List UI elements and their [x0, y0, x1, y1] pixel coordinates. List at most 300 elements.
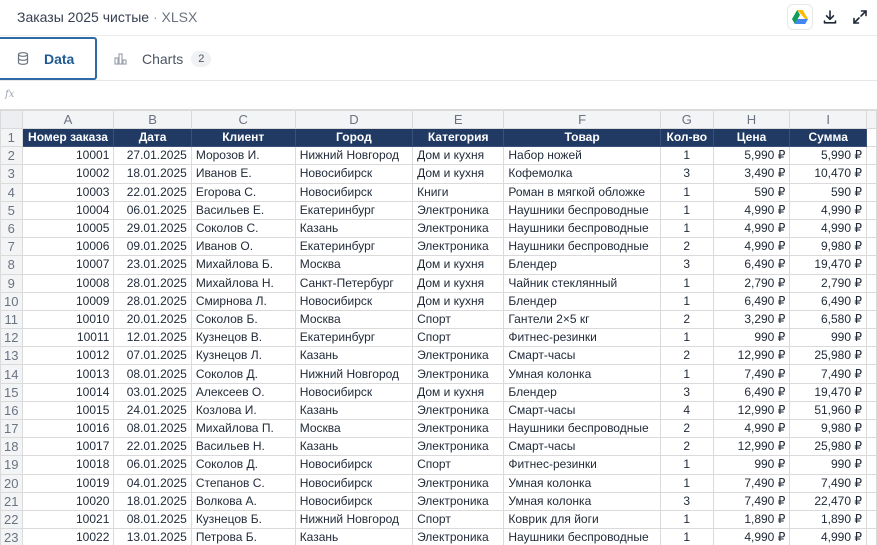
- cell[interactable]: [867, 201, 877, 219]
- row-number[interactable]: 19: [1, 456, 23, 474]
- cell[interactable]: 10006: [22, 238, 114, 256]
- cell[interactable]: Новосибирск: [295, 183, 412, 201]
- column-header[interactable]: E: [413, 111, 504, 129]
- cell[interactable]: Казань: [295, 347, 412, 365]
- cell[interactable]: 25,980 ₽: [790, 347, 867, 365]
- header-cell[interactable]: Товар: [504, 129, 661, 147]
- cell[interactable]: Екатеринбург: [295, 238, 412, 256]
- cell[interactable]: [867, 474, 877, 492]
- cell[interactable]: 09.01.2025: [114, 238, 191, 256]
- cell[interactable]: 22.01.2025: [114, 438, 191, 456]
- table-row: [1, 219, 877, 237]
- cell[interactable]: 13.01.2025: [114, 529, 191, 545]
- cell[interactable]: Соколов Б.: [191, 310, 295, 328]
- cell[interactable]: [867, 219, 877, 237]
- cell[interactable]: Умная колонка: [504, 474, 661, 492]
- cell[interactable]: 1: [660, 456, 713, 474]
- cell[interactable]: 10011: [22, 329, 114, 347]
- cell[interactable]: 7,490 ₽: [790, 365, 867, 383]
- cell[interactable]: 2: [660, 238, 713, 256]
- cell[interactable]: 10020: [22, 492, 114, 510]
- charts-count-badge: 2: [191, 51, 211, 67]
- cell[interactable]: Блендер: [504, 383, 661, 401]
- cell[interactable]: 20.01.2025: [114, 310, 191, 328]
- cell[interactable]: Фитнес-резинки: [504, 329, 661, 347]
- cell[interactable]: Спорт: [413, 510, 504, 528]
- cell[interactable]: [867, 256, 877, 274]
- google-drive-icon[interactable]: [787, 4, 813, 30]
- cell[interactable]: Роман в мягкой обложке: [504, 183, 661, 201]
- cell[interactable]: 10002: [22, 165, 114, 183]
- cell[interactable]: Умная колонка: [504, 492, 661, 510]
- cell[interactable]: 10018: [22, 456, 114, 474]
- cell[interactable]: 10021: [22, 510, 114, 528]
- cell[interactable]: 1: [660, 274, 713, 292]
- row-number[interactable]: 13: [1, 347, 23, 365]
- cell[interactable]: 12,990 ₽: [713, 347, 790, 365]
- cell[interactable]: Дом и кухня: [413, 147, 504, 165]
- cell[interactable]: Москва: [295, 310, 412, 328]
- fx-label: fx: [5, 89, 15, 100]
- table-row: [1, 401, 877, 419]
- file-extension: XLSX: [161, 9, 198, 25]
- cell[interactable]: Электроника: [413, 347, 504, 365]
- cell[interactable]: 1: [660, 365, 713, 383]
- cell[interactable]: Спорт: [413, 329, 504, 347]
- cell[interactable]: 10022: [22, 529, 114, 545]
- cell[interactable]: 07.01.2025: [114, 347, 191, 365]
- cell[interactable]: 10004: [22, 201, 114, 219]
- cell[interactable]: Козлова И.: [191, 401, 295, 419]
- cell[interactable]: Коврик для йоги: [504, 510, 661, 528]
- cell[interactable]: Петрова Б.: [191, 529, 295, 545]
- row-number[interactable]: 21: [1, 492, 23, 510]
- cell[interactable]: 04.01.2025: [114, 474, 191, 492]
- cell[interactable]: Соколов Д.: [191, 365, 295, 383]
- title-separator: ·: [152, 9, 158, 25]
- cell[interactable]: Москва: [295, 420, 412, 438]
- download-icon[interactable]: [817, 4, 843, 30]
- column-header[interactable]: A: [22, 111, 114, 129]
- row-number[interactable]: 23: [1, 529, 23, 545]
- header-cell[interactable]: Категория: [413, 129, 504, 147]
- cell[interactable]: 3,490 ₽: [713, 165, 790, 183]
- cell[interactable]: 990 ₽: [713, 456, 790, 474]
- cell[interactable]: 5,990 ₽: [790, 147, 867, 165]
- cell[interactable]: 28.01.2025: [114, 292, 191, 310]
- cell[interactable]: 3,290 ₽: [713, 310, 790, 328]
- cell[interactable]: 10014: [22, 383, 114, 401]
- cell[interactable]: Дом и кухня: [413, 274, 504, 292]
- cell[interactable]: 22,470 ₽: [790, 492, 867, 510]
- cell[interactable]: Соколов С.: [191, 219, 295, 237]
- header-cell[interactable]: Сумма: [790, 129, 867, 147]
- cell[interactable]: Новосибирск: [295, 492, 412, 510]
- cell[interactable]: Электроника: [413, 474, 504, 492]
- cell[interactable]: Васильев Н.: [191, 438, 295, 456]
- cell[interactable]: 990 ₽: [790, 456, 867, 474]
- cell[interactable]: [867, 383, 877, 401]
- cell[interactable]: 10013: [22, 365, 114, 383]
- row-number[interactable]: 20: [1, 474, 23, 492]
- cell[interactable]: 12,990 ₽: [713, 438, 790, 456]
- cell[interactable]: 06.01.2025: [114, 201, 191, 219]
- cell[interactable]: 1: [660, 474, 713, 492]
- cell[interactable]: Умная колонка: [504, 365, 661, 383]
- cell[interactable]: 990 ₽: [713, 329, 790, 347]
- table-row: [1, 292, 877, 310]
- row-number[interactable]: 2: [1, 147, 23, 165]
- cell[interactable]: Степанов С.: [191, 474, 295, 492]
- cell[interactable]: [867, 329, 877, 347]
- row-number[interactable]: 10: [1, 292, 23, 310]
- cell[interactable]: 22.01.2025: [114, 183, 191, 201]
- view-tabs: [0, 37, 877, 81]
- cell[interactable]: Иванов Е.: [191, 165, 295, 183]
- cell[interactable]: Алексеев О.: [191, 383, 295, 401]
- cell[interactable]: Книги: [413, 183, 504, 201]
- row-number[interactable]: 4: [1, 183, 23, 201]
- row-number[interactable]: 11: [1, 310, 23, 328]
- column-header[interactable]: G: [660, 111, 713, 129]
- row-number[interactable]: 18: [1, 438, 23, 456]
- cell[interactable]: 18.01.2025: [114, 492, 191, 510]
- table-row: [1, 347, 877, 365]
- cell[interactable]: Дом и кухня: [413, 383, 504, 401]
- cell[interactable]: 9,980 ₽: [790, 420, 867, 438]
- column-header[interactable]: B: [114, 111, 191, 129]
- tab-data-label: Data: [44, 50, 75, 67]
- cell[interactable]: 10019: [22, 474, 114, 492]
- table-row: [1, 329, 877, 347]
- row-number[interactable]: 12: [1, 329, 23, 347]
- cell[interactable]: Электроника: [413, 492, 504, 510]
- cell[interactable]: Новосибирск: [295, 456, 412, 474]
- cell[interactable]: Электроника: [413, 201, 504, 219]
- cell[interactable]: Электроника: [413, 438, 504, 456]
- cell[interactable]: Соколов Д.: [191, 456, 295, 474]
- table-row: [1, 383, 877, 401]
- cell[interactable]: 1: [660, 329, 713, 347]
- header-cell[interactable]: Номер заказа: [22, 129, 114, 147]
- cell[interactable]: Михайлова Б.: [191, 256, 295, 274]
- cell[interactable]: 18.01.2025: [114, 165, 191, 183]
- cell[interactable]: 03.01.2025: [114, 383, 191, 401]
- row-number[interactable]: 1: [1, 129, 23, 147]
- cell[interactable]: Наушники беспроводные: [504, 238, 661, 256]
- database-icon: [17, 52, 29, 65]
- cell[interactable]: Морозов И.: [191, 147, 295, 165]
- cell[interactable]: 1: [660, 529, 713, 545]
- cell[interactable]: Электроника: [413, 420, 504, 438]
- column-header[interactable]: H: [713, 111, 790, 129]
- cell[interactable]: 10012: [22, 347, 114, 365]
- cell[interactable]: Кузнецов Л.: [191, 347, 295, 365]
- cell[interactable]: Блендер: [504, 292, 661, 310]
- cell[interactable]: [867, 456, 877, 474]
- table-row: [1, 492, 877, 510]
- cell[interactable]: Электроника: [413, 238, 504, 256]
- cell[interactable]: 990 ₽: [790, 329, 867, 347]
- table-row: [1, 201, 877, 219]
- column-header[interactable]: [867, 111, 877, 129]
- tab-data[interactable]: [0, 37, 97, 80]
- cell[interactable]: [867, 310, 877, 328]
- cell[interactable]: 5,990 ₽: [713, 147, 790, 165]
- row-number[interactable]: 14: [1, 365, 23, 383]
- cell[interactable]: Дом и кухня: [413, 165, 504, 183]
- cell[interactable]: Казань: [295, 401, 412, 419]
- cell[interactable]: 3: [660, 165, 713, 183]
- header-cell[interactable]: Клиент: [191, 129, 295, 147]
- table-row: [1, 420, 877, 438]
- cell[interactable]: 29.01.2025: [114, 219, 191, 237]
- cell[interactable]: 25,980 ₽: [790, 438, 867, 456]
- row-number[interactable]: 8: [1, 256, 23, 274]
- cell[interactable]: Екатеринбург: [295, 329, 412, 347]
- cell[interactable]: 1,890 ₽: [790, 510, 867, 528]
- cell[interactable]: Наушники беспроводные: [504, 529, 661, 545]
- cell[interactable]: [867, 147, 877, 165]
- cell[interactable]: 3: [660, 492, 713, 510]
- cell[interactable]: Смарт-часы: [504, 347, 661, 365]
- row-number[interactable]: 7: [1, 238, 23, 256]
- file-title: [17, 9, 197, 25]
- cell[interactable]: [867, 274, 877, 292]
- grid-corner[interactable]: [1, 111, 23, 129]
- cell[interactable]: Смарт-часы: [504, 438, 661, 456]
- cell[interactable]: Новосибирск: [295, 474, 412, 492]
- cell[interactable]: Москва: [295, 256, 412, 274]
- cell[interactable]: Егорова С.: [191, 183, 295, 201]
- cell[interactable]: 4,990 ₽: [713, 219, 790, 237]
- cell[interactable]: [867, 492, 877, 510]
- cell[interactable]: 2: [660, 438, 713, 456]
- cell[interactable]: Кузнецов Б.: [191, 510, 295, 528]
- cell[interactable]: 590 ₽: [790, 183, 867, 201]
- cell[interactable]: 1: [660, 147, 713, 165]
- cell[interactable]: Дом и кухня: [413, 292, 504, 310]
- cell[interactable]: Иванов О.: [191, 238, 295, 256]
- table-row: [1, 274, 877, 292]
- cell[interactable]: 1,890 ₽: [713, 510, 790, 528]
- cell[interactable]: 3: [660, 256, 713, 274]
- cell[interactable]: 7,490 ₽: [713, 474, 790, 492]
- cell[interactable]: 6,490 ₽: [713, 292, 790, 310]
- cell[interactable]: 10008: [22, 274, 114, 292]
- header-cell[interactable]: Кол-во: [660, 129, 713, 147]
- cell[interactable]: 23.01.2025: [114, 256, 191, 274]
- cell[interactable]: Казань: [295, 438, 412, 456]
- cell[interactable]: Смирнова Л.: [191, 292, 295, 310]
- cell[interactable]: [867, 365, 877, 383]
- table-row: [1, 238, 877, 256]
- cell[interactable]: [867, 129, 877, 147]
- cell[interactable]: Новосибирск: [295, 383, 412, 401]
- cell[interactable]: 6,490 ₽: [713, 383, 790, 401]
- cell[interactable]: 1: [660, 201, 713, 219]
- cell[interactable]: 6,490 ₽: [790, 292, 867, 310]
- cell[interactable]: 19,470 ₽: [790, 256, 867, 274]
- cell[interactable]: Наушники беспроводные: [504, 219, 661, 237]
- cell[interactable]: Чайник стеклянный: [504, 274, 661, 292]
- cell[interactable]: 10,470 ₽: [790, 165, 867, 183]
- cell[interactable]: Волкова А.: [191, 492, 295, 510]
- cell[interactable]: 08.01.2025: [114, 420, 191, 438]
- cell[interactable]: Электроника: [413, 401, 504, 419]
- row-number[interactable]: 22: [1, 510, 23, 528]
- cell[interactable]: Михайлова Н.: [191, 274, 295, 292]
- cell[interactable]: 6,490 ₽: [713, 256, 790, 274]
- cell[interactable]: 7,490 ₽: [713, 492, 790, 510]
- cell[interactable]: Фитнес-резинки: [504, 456, 661, 474]
- tab-charts-label: Charts: [142, 50, 184, 67]
- tab-charts[interactable]: [114, 37, 211, 80]
- table-row: [1, 529, 877, 545]
- cell[interactable]: [867, 529, 877, 545]
- cell[interactable]: Гантели 2×5 кг: [504, 310, 661, 328]
- cell[interactable]: 2: [660, 310, 713, 328]
- cell[interactable]: Блендер: [504, 256, 661, 274]
- cell[interactable]: Набор ножей: [504, 147, 661, 165]
- cell[interactable]: Кофемолка: [504, 165, 661, 183]
- cell[interactable]: 7,490 ₽: [713, 365, 790, 383]
- cell[interactable]: 10015: [22, 401, 114, 419]
- cell[interactable]: Наушники беспроводные: [504, 201, 661, 219]
- table-row: [1, 165, 877, 183]
- cell[interactable]: 10007: [22, 256, 114, 274]
- cell[interactable]: 08.01.2025: [114, 365, 191, 383]
- cell[interactable]: [867, 183, 877, 201]
- cell[interactable]: Екатеринбург: [295, 201, 412, 219]
- cell[interactable]: 24.01.2025: [114, 401, 191, 419]
- cell[interactable]: Спорт: [413, 310, 504, 328]
- header-cell[interactable]: Цена: [713, 129, 790, 147]
- table-row: [1, 256, 877, 274]
- cell[interactable]: [867, 292, 877, 310]
- header-cell[interactable]: Дата: [114, 129, 191, 147]
- cell[interactable]: 28.01.2025: [114, 274, 191, 292]
- file-name: Заказы 2025 чистые: [17, 9, 150, 25]
- cell[interactable]: 4,990 ₽: [790, 219, 867, 237]
- cell[interactable]: Электроника: [413, 529, 504, 545]
- column-header[interactable]: F: [504, 111, 661, 129]
- table-row: [1, 183, 877, 201]
- header-cell[interactable]: Город: [295, 129, 412, 147]
- cell[interactable]: 4,990 ₽: [713, 529, 790, 545]
- cell[interactable]: [867, 165, 877, 183]
- table-row: [1, 510, 877, 528]
- cell[interactable]: Спорт: [413, 456, 504, 474]
- cell[interactable]: 4,990 ₽: [713, 238, 790, 256]
- cell[interactable]: Электроника: [413, 219, 504, 237]
- cell[interactable]: Нижний Новгород: [295, 510, 412, 528]
- cell[interactable]: 9,980 ₽: [790, 238, 867, 256]
- cell[interactable]: 12,990 ₽: [713, 401, 790, 419]
- cell[interactable]: 10005: [22, 219, 114, 237]
- cell[interactable]: [867, 438, 877, 456]
- cell[interactable]: 10010: [22, 310, 114, 328]
- cell[interactable]: 1: [660, 183, 713, 201]
- cell[interactable]: Михайлова П.: [191, 420, 295, 438]
- table-row: [1, 474, 877, 492]
- cell[interactable]: Смарт-часы: [504, 401, 661, 419]
- cell[interactable]: 10001: [22, 147, 114, 165]
- column-header[interactable]: C: [191, 111, 295, 129]
- row-number[interactable]: 15: [1, 383, 23, 401]
- formula-bar[interactable]: [0, 82, 877, 110]
- cell[interactable]: Казань: [295, 529, 412, 545]
- column-header[interactable]: I: [790, 111, 867, 129]
- cell[interactable]: Кузнецов В.: [191, 329, 295, 347]
- cell[interactable]: 590 ₽: [713, 183, 790, 201]
- cell[interactable]: [867, 238, 877, 256]
- cell[interactable]: 19,470 ₽: [790, 383, 867, 401]
- cell[interactable]: Электроника: [413, 365, 504, 383]
- cell[interactable]: [867, 401, 877, 419]
- cell[interactable]: 2: [660, 420, 713, 438]
- cell[interactable]: Казань: [295, 219, 412, 237]
- cell[interactable]: 51,960 ₽: [790, 401, 867, 419]
- cell[interactable]: 08.01.2025: [114, 510, 191, 528]
- cell[interactable]: 4,990 ₽: [790, 201, 867, 219]
- cell[interactable]: 2: [660, 347, 713, 365]
- row-number[interactable]: 3: [1, 165, 23, 183]
- row-number[interactable]: 16: [1, 401, 23, 419]
- cell[interactable]: 7,490 ₽: [790, 474, 867, 492]
- cell[interactable]: 27.01.2025: [114, 147, 191, 165]
- cell[interactable]: Нижний Новгород: [295, 365, 412, 383]
- cell[interactable]: Дом и кухня: [413, 256, 504, 274]
- cell[interactable]: Васильев Е.: [191, 201, 295, 219]
- cell[interactable]: 1: [660, 219, 713, 237]
- table-row: [1, 365, 877, 383]
- row-number[interactable]: 9: [1, 274, 23, 292]
- cell[interactable]: 4: [660, 401, 713, 419]
- cell[interactable]: [867, 510, 877, 528]
- cell[interactable]: 2,790 ₽: [713, 274, 790, 292]
- cell[interactable]: 10009: [22, 292, 114, 310]
- cell[interactable]: [867, 420, 877, 438]
- cell[interactable]: 2,790 ₽: [790, 274, 867, 292]
- expand-icon[interactable]: [847, 4, 873, 30]
- cell[interactable]: 10017: [22, 438, 114, 456]
- cell[interactable]: Новосибирск: [295, 165, 412, 183]
- cell[interactable]: [867, 347, 877, 365]
- cell[interactable]: Санкт-Петербург: [295, 274, 412, 292]
- cell[interactable]: 12.01.2025: [114, 329, 191, 347]
- cell[interactable]: 4,990 ₽: [713, 420, 790, 438]
- cell[interactable]: 3: [660, 383, 713, 401]
- cell[interactable]: 4,990 ₽: [713, 201, 790, 219]
- sheet-table: [0, 110, 877, 545]
- cell[interactable]: 10003: [22, 183, 114, 201]
- row-number[interactable]: 5: [1, 201, 23, 219]
- column-header[interactable]: D: [295, 111, 412, 129]
- cell[interactable]: 4,990 ₽: [790, 529, 867, 545]
- cell[interactable]: 1: [660, 510, 713, 528]
- cell[interactable]: 1: [660, 292, 713, 310]
- cell[interactable]: 6,580 ₽: [790, 310, 867, 328]
- cell[interactable]: 10016: [22, 420, 114, 438]
- spreadsheet-grid: [0, 110, 877, 545]
- row-number[interactable]: 17: [1, 420, 23, 438]
- cell[interactable]: Нижний Новгород: [295, 147, 412, 165]
- row-number[interactable]: 6: [1, 219, 23, 237]
- cell[interactable]: Новосибирск: [295, 292, 412, 310]
- cell[interactable]: Наушники беспроводные: [504, 420, 661, 438]
- cell[interactable]: 06.01.2025: [114, 456, 191, 474]
